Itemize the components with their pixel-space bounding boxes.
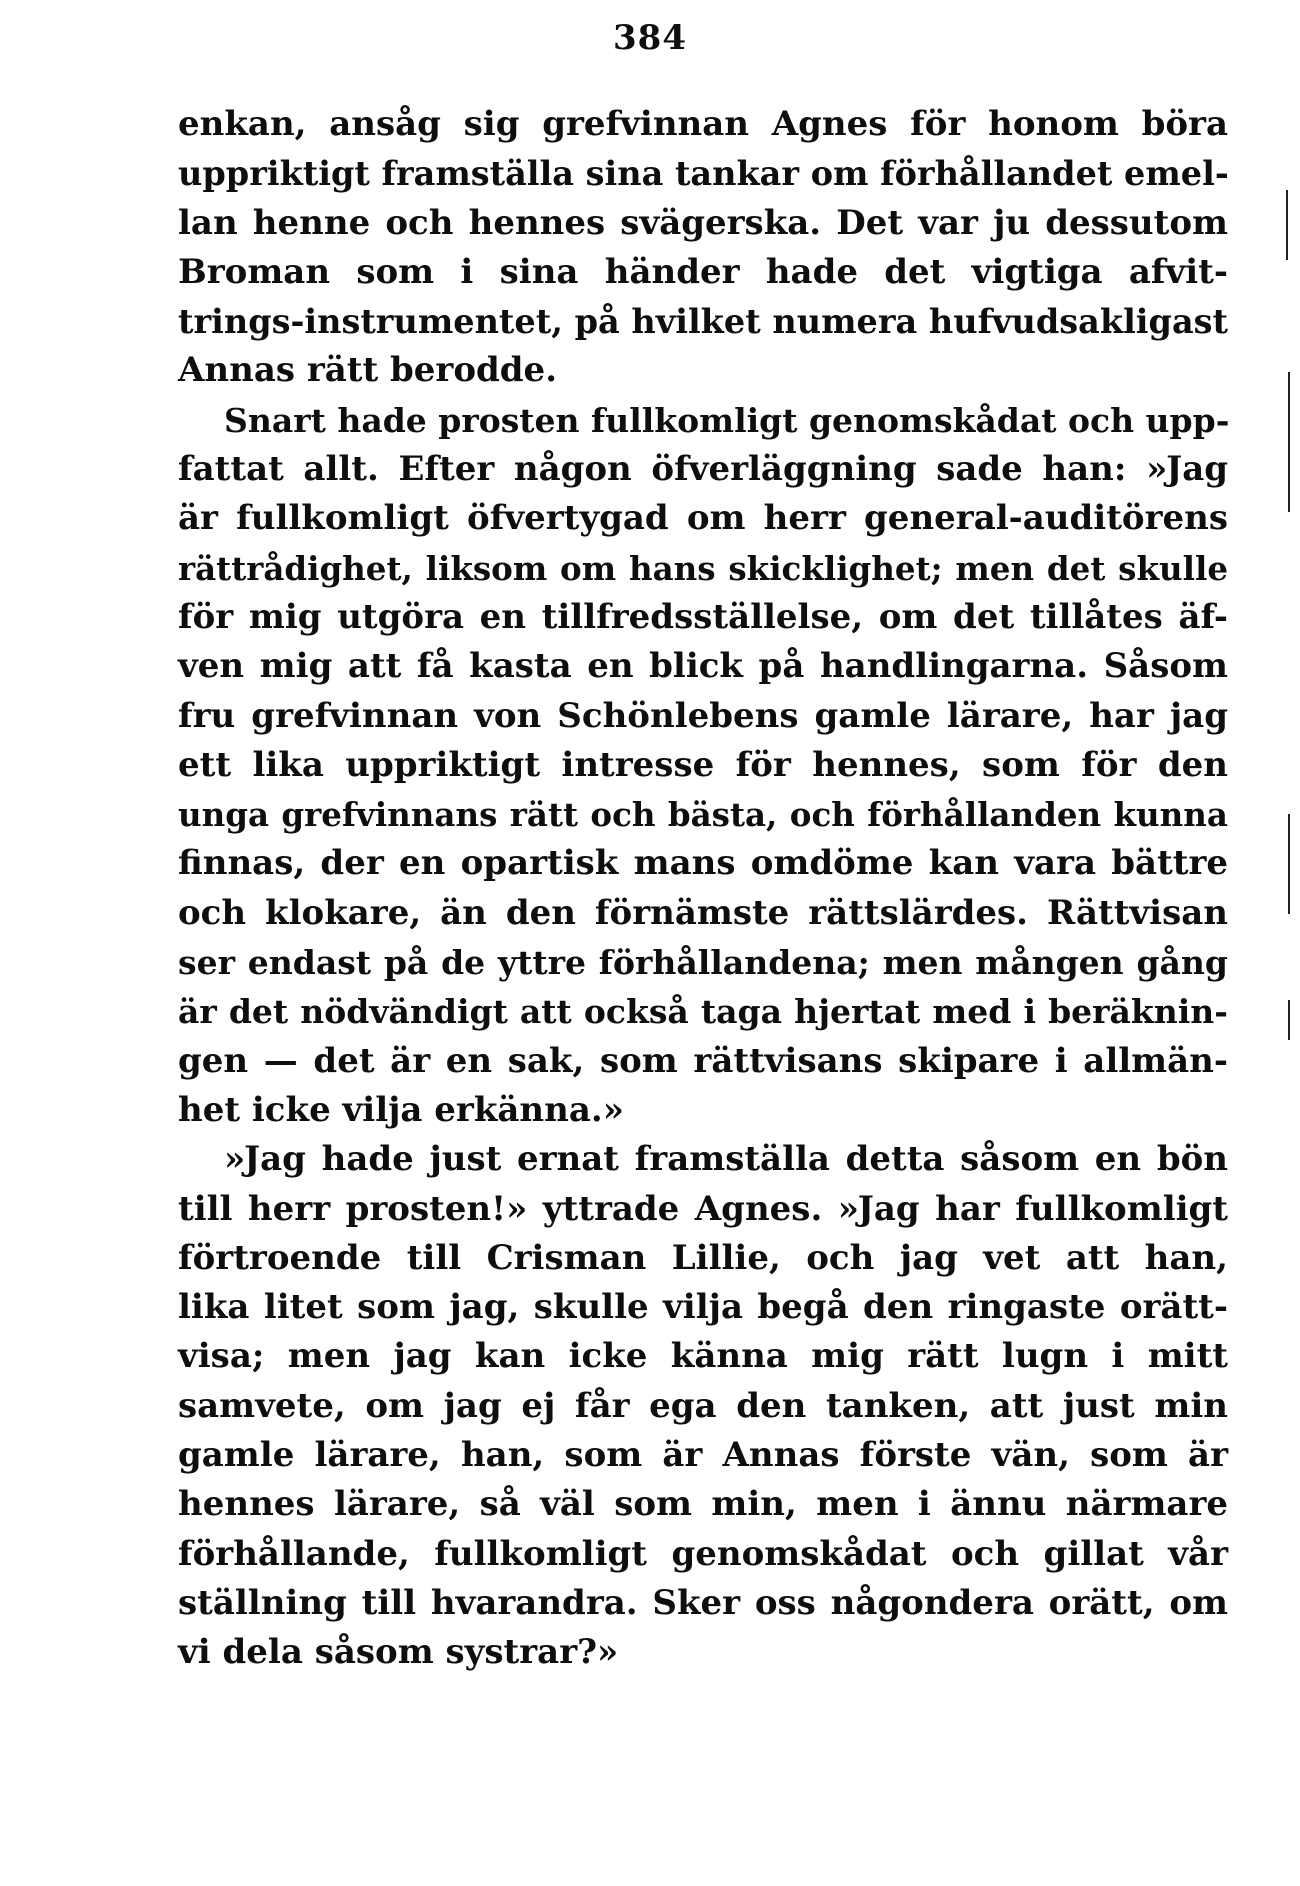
scan-margin-mark [1288,1000,1290,1040]
text-line: Broman som i sina händer hade det vigtiga afvit- [178,251,1228,292]
text-line: förtroende till Crisman Lillie, och jag vet att han, [178,1237,1228,1278]
text-line: hennes lärare, så väl som min, men i ännu närmare [178,1484,1228,1525]
text-line: för mig utgöra en tillfredsställelse, om det tillåtes äf- [178,596,1228,637]
text-line: och klokare, än den förnämste rättslärdes. Rättvisan [178,892,1228,933]
text-line: Annas rätt berodde. [178,350,558,391]
text-line: »Jag hade just ernat framställa detta såsom en bön [224,1139,1228,1180]
text-line: fattat allt. Efter någon öfverläggning sade han: »Jag [178,449,1228,490]
text-line: het icke vilja erkänna.» [178,1089,624,1130]
text-line: visa; men jag kan icke känna mig rätt lugn i mitt [178,1336,1228,1377]
text-line: lan henne och hennes svägerska. Det var ju dessutom [178,202,1228,243]
text-line: enkan, ansåg sig grefvinnan Agnes för honom böra [178,104,1228,144]
text-line: samvete, om jag ej får ega den tanken, att just min [178,1385,1228,1426]
scan-margin-mark [1288,372,1290,512]
text-line: till herr prosten!» yttrade Agnes. »Jag har fullkomligt [178,1188,1228,1229]
page-number: 384 [613,18,687,58]
text-line: ett lika uppriktigt intresse för hennes, som för den [178,744,1228,785]
text-line: rättrådighet, liksom om hans skicklighet; men det skulle [178,548,1228,588]
text-body [178,100,1228,1678]
text-line: är det nödvändigt att också taga hjertat med i beräknin- [178,992,1228,1032]
text-line: unga grefvinnans rätt och bästa, och förhållanden kunna [178,795,1228,835]
text-line: ven mig att få kasta en blick på handlingarna. Såsom [178,646,1228,687]
text-line: lika litet som jag, skulle vilja begå den ringaste orätt- [178,1287,1228,1328]
text-line: förhållande, fullkomligt genomskådat och gillat vår [178,1533,1228,1574]
text-line: uppriktigt framställa sina tankar om förhållandet emel- [178,154,1229,194]
text-line: finnas, der en opartisk mans omdöme kan vara bättre [178,843,1228,884]
scan-margin-mark [1286,190,1288,260]
text-line: ställning till hvarandra. Sker oss någondera orätt, om [178,1582,1228,1623]
text-line: gamle lärare, han, som är Annas förste vän, som är [178,1435,1228,1476]
text-line: är fullkomligt öfvertygad om herr general-auditörens [178,498,1228,539]
text-line: gen — det är en sak, som rättvisans skipare i allmän- [178,1040,1228,1081]
text-line: fru grefvinnan von Schönlebens gamle lärare, har jag [178,695,1228,736]
text-line: trings-instrumentet, på hvilket numera hufvudsakligast [178,302,1228,342]
scan-margin-mark [1288,814,1290,914]
text-line: Snart hade prosten fullkomligt genomskådat och upp- [224,400,1230,440]
text-line: ser endast på de yttre förhållandena; men mången gång [178,943,1228,983]
text-line: vi dela såsom systrar?» [178,1632,619,1673]
